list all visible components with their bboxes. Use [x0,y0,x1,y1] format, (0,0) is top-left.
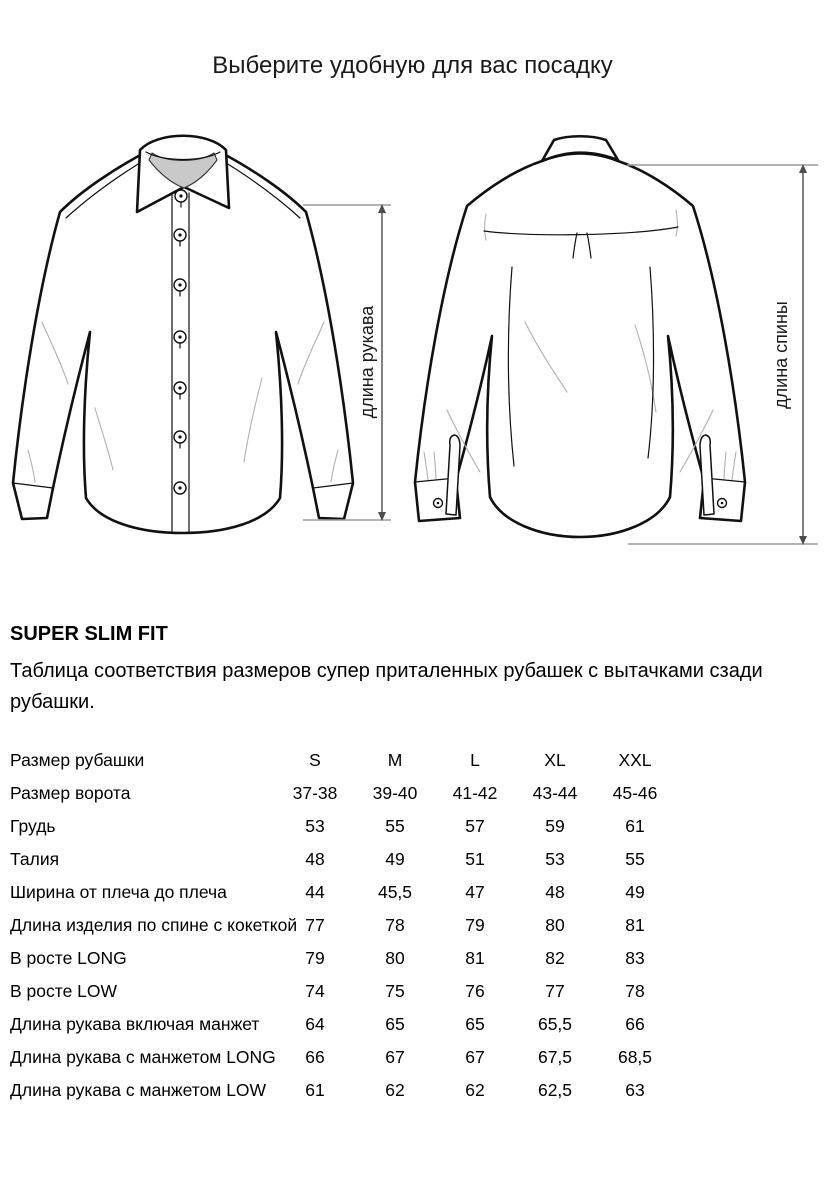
size-value: 67 [465,1047,485,1067]
table-header-row [10,744,825,777]
size-value: 59 [545,816,565,836]
table-row [10,1074,825,1107]
size-column-header: S [309,750,321,770]
size-value: 49 [625,882,645,902]
size-value: 55 [385,816,405,836]
size-value: 64 [305,1014,325,1034]
size-column-header: XL [544,750,566,770]
size-column-header: L [470,750,480,770]
table-row [10,942,825,975]
size-value: 79 [465,915,485,935]
size-value: 55 [625,849,645,869]
size-value: 37-38 [292,783,338,803]
size-value: 78 [625,981,645,1001]
sleeve-length-label: длина рукава [357,305,377,419]
row-label: Длина рукава включая манжет [10,1014,260,1034]
size-value: 79 [305,948,325,968]
size-value: 67 [385,1047,405,1067]
size-value: 65 [465,1014,485,1034]
size-value: 74 [305,981,325,1001]
size-value: 57 [465,816,485,836]
size-value: 45,5 [377,882,413,902]
fit-name-heading: SUPER SLIM FIT [10,623,168,645]
size-value: 82 [545,948,565,968]
back-length-label: длина спины [771,301,791,409]
size-value: 41-42 [452,783,498,803]
size-value: 76 [465,981,485,1001]
size-value: 45-46 [612,783,658,803]
row-label: Ширина от плеча до плеча [10,882,227,902]
size-value: 44 [305,882,325,902]
table-row [10,810,825,843]
size-value: 53 [545,849,565,869]
row-label: Размер ворота [10,783,131,803]
size-value: 83 [625,948,645,968]
size-value: 65,5 [537,1014,573,1034]
size-value: 77 [545,981,565,1001]
row-label: Грудь [10,816,56,836]
shirt-front-drawing [13,136,353,533]
size-value: 39-40 [372,783,418,803]
shirt-drawings-svg [0,110,825,600]
size-value: 75 [385,981,405,1001]
size-value: 49 [385,849,405,869]
size-value: 81 [625,915,645,935]
row-label: В росте LONG [10,948,127,968]
size-value: 61 [305,1080,325,1100]
size-value: 66 [625,1014,645,1034]
size-value: 53 [305,816,325,836]
size-value: 48 [305,849,325,869]
size-value: 63 [625,1080,645,1100]
row-label: Талия [10,849,60,869]
row-label: Длина рукава с манжетом LONG [10,1047,276,1067]
shirt-diagram [0,110,825,600]
size-value: 68,5 [617,1047,653,1067]
size-value: 62 [465,1080,485,1100]
row-label: В росте LOW [10,981,118,1001]
row-label: Длина изделия по спине с кокеткой [10,915,298,935]
size-value: 77 [305,915,325,935]
size-table [10,744,825,1107]
size-value: 48 [545,882,565,902]
shirt-back-drawing [415,136,745,537]
size-column-header: M [387,750,403,770]
size-value: 43-44 [532,783,578,803]
fit-description: Таблица соответствия размеров супер приталенных рубашек с вытачками сзади рубашки. [10,660,763,713]
table-row [10,909,825,942]
size-value: 80 [545,915,565,935]
table-row [10,1008,825,1041]
table-row [10,876,825,909]
row-label: Размер рубашки [10,750,145,770]
size-value: 51 [465,849,485,869]
page-title: Выберите удобную для вас посадку [212,52,613,79]
table-row [10,843,825,876]
size-column-header: XXL [618,750,652,770]
size-value: 61 [625,816,645,836]
table-row [10,777,825,810]
size-value: 62,5 [537,1080,573,1100]
size-value: 78 [385,915,405,935]
size-value: 65 [385,1014,405,1034]
size-value: 80 [385,948,405,968]
size-value: 81 [465,948,485,968]
size-value: 66 [305,1047,325,1067]
table-row [10,1041,825,1074]
row-label: Длина рукава с манжетом LOW [10,1080,267,1100]
size-value: 67,5 [537,1047,573,1067]
size-value: 47 [465,882,485,902]
size-value: 62 [385,1080,405,1100]
table-row [10,975,825,1008]
